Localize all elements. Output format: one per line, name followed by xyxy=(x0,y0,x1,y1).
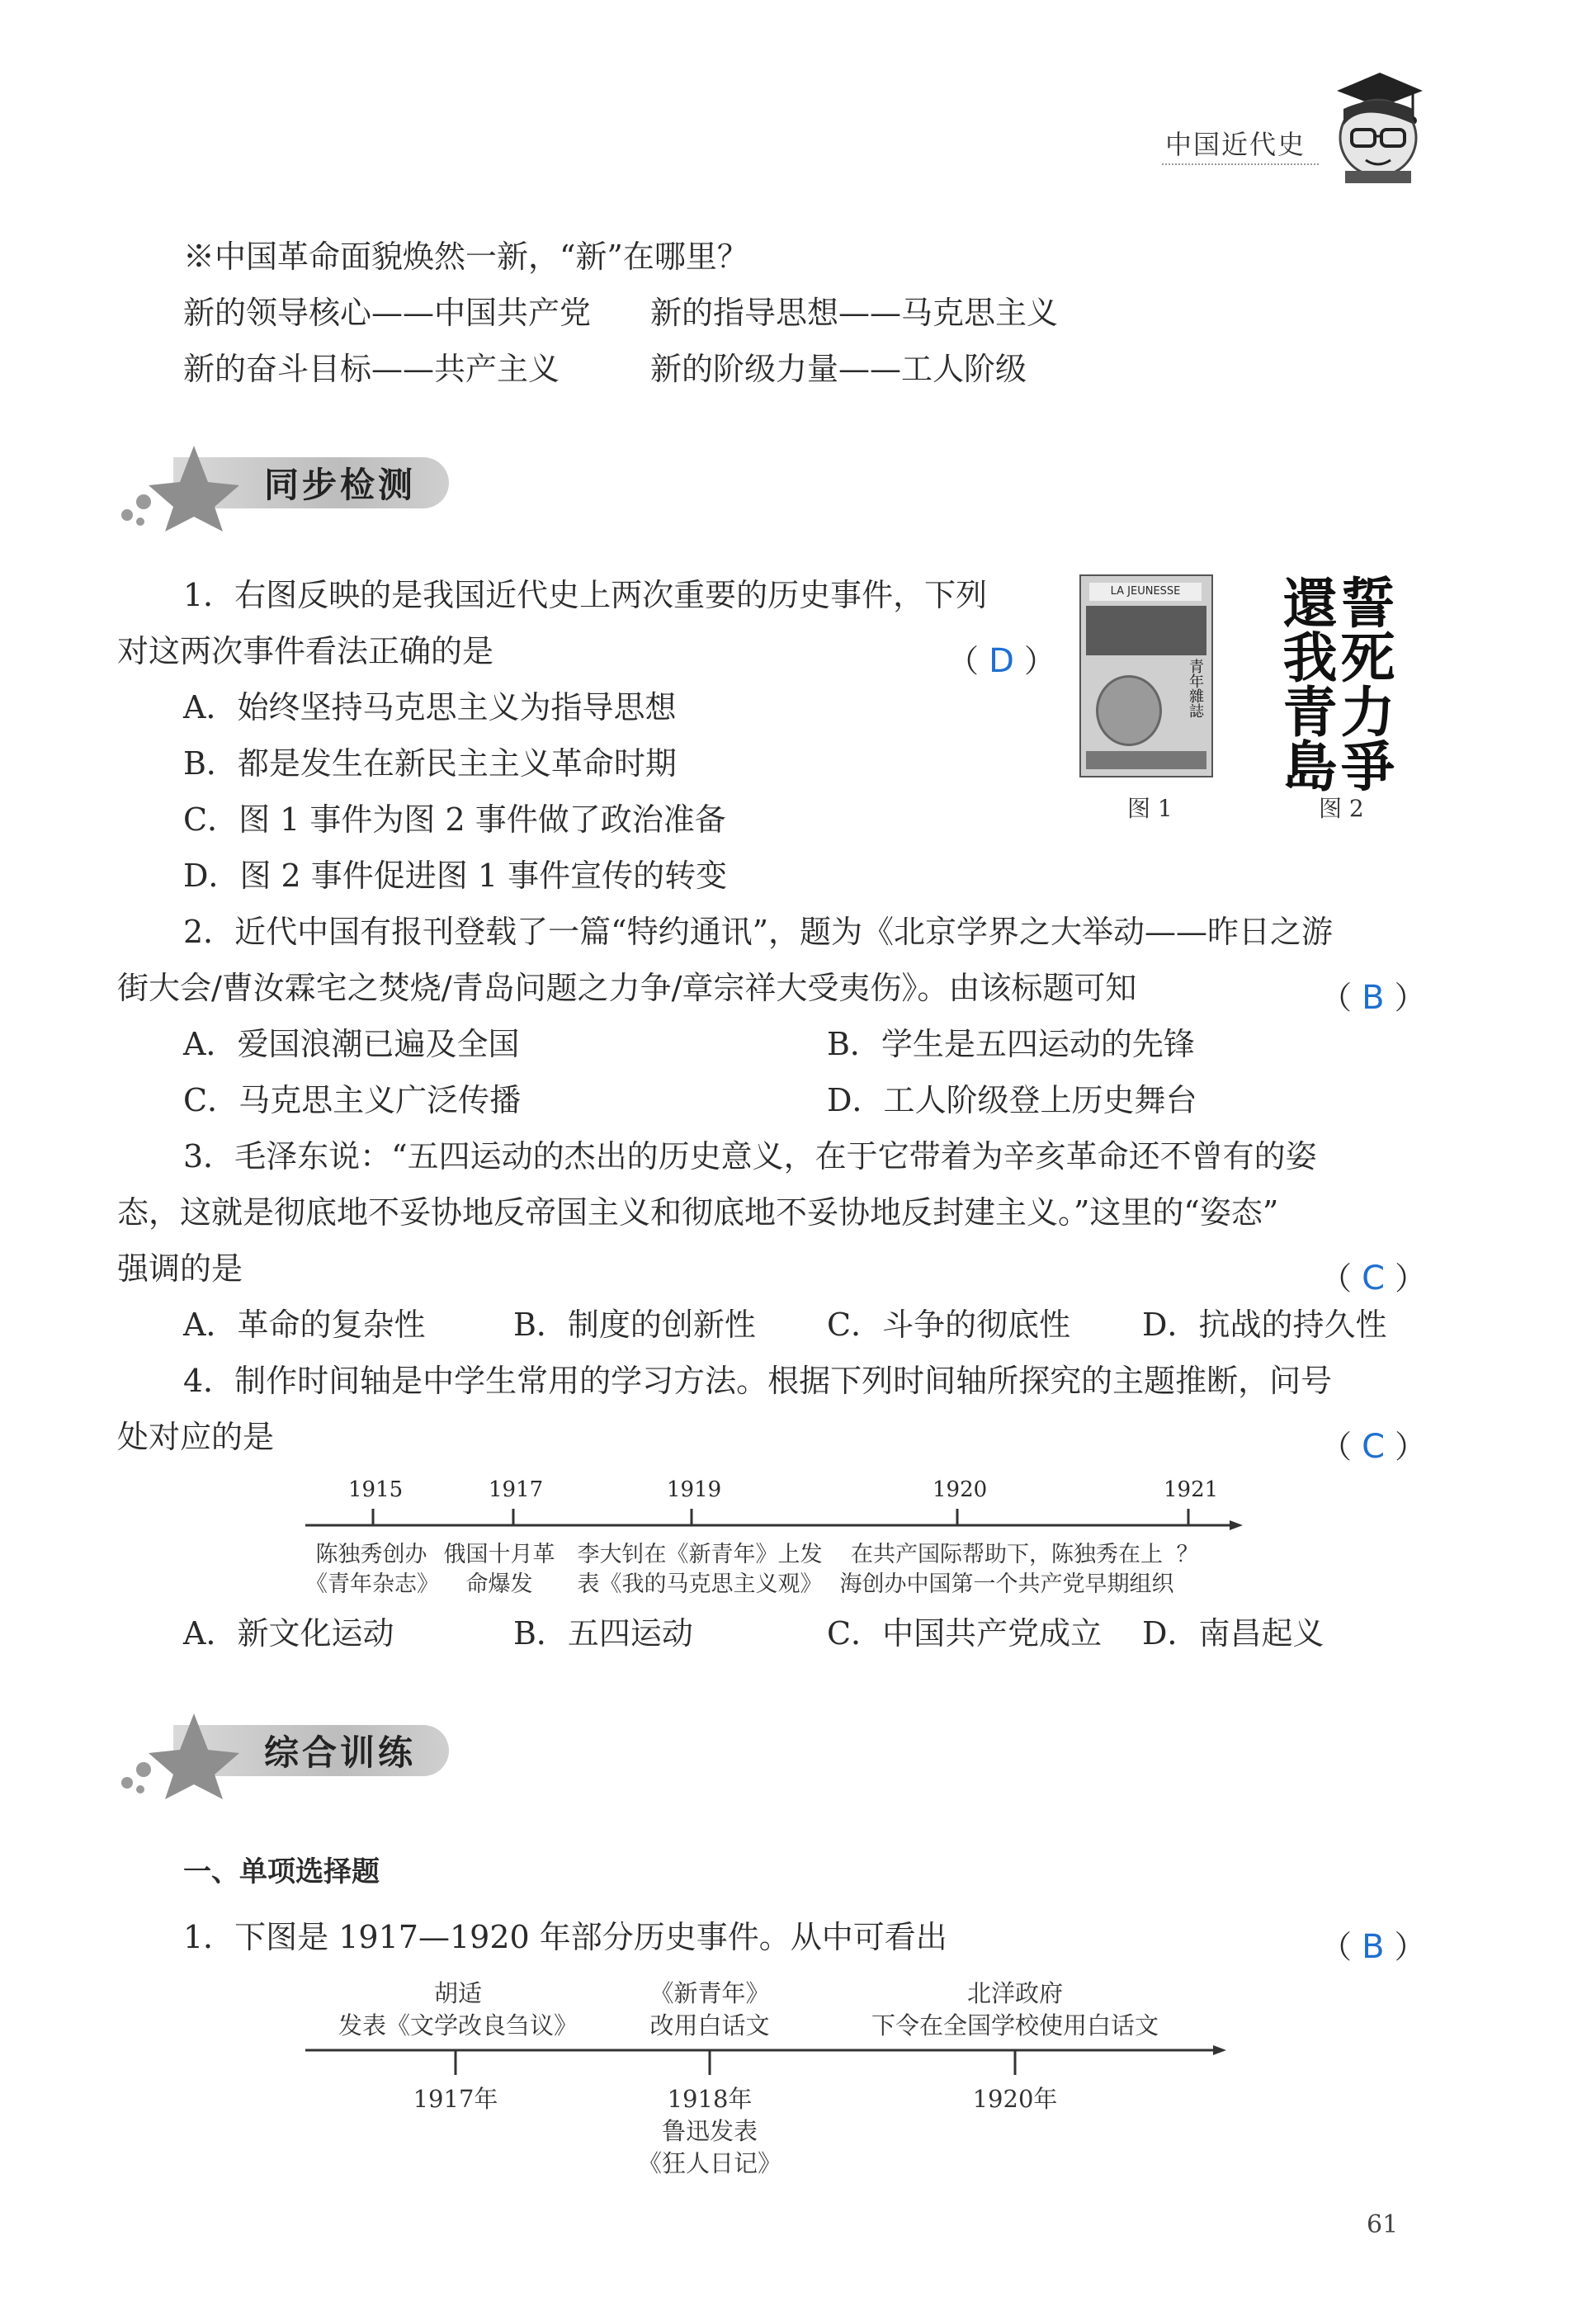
q5-bottom-1918-line3: 《狂人日记》 xyxy=(637,2149,781,2178)
figure1-title: 青年雜誌 xyxy=(1187,659,1204,718)
q5-answer: B xyxy=(1362,1928,1385,1966)
q4-timeline-axis xyxy=(305,1502,1246,1535)
header-underline xyxy=(1162,163,1319,165)
q3-answer: C xyxy=(1362,1259,1386,1297)
figure1-banner xyxy=(1086,606,1206,655)
q2-stem1: 2．近代中国有报刊登载了一篇“特约通讯”，题为《北京学界之大举动——昨日之游 xyxy=(183,914,1334,950)
q4-year-1920: 1920 xyxy=(933,1477,988,1502)
q4-event-1921: ？ xyxy=(1176,1542,1199,1567)
figure1-masthead: LA JEUNESSE xyxy=(1089,583,1202,601)
q5-top-event-1-line2: 发表《文学改良刍议》 xyxy=(338,2011,578,2040)
q5-stem: 1．下图是 1917—1920 年部分历史事件。从中可看出 xyxy=(183,1919,947,1955)
q4-event-1919-line2: 表《我的马克思主义观》 xyxy=(577,1571,823,1598)
figure1-caption: 图 1 xyxy=(1127,795,1173,822)
q4-option-d: D．南昌起义 xyxy=(1142,1615,1324,1652)
figure2-col-left: 還我青島 xyxy=(1273,574,1338,792)
q3-option-d: D．抗战的持久性 xyxy=(1142,1307,1387,1343)
q5-answer-box: （ B ） xyxy=(1320,1928,1426,1966)
q2-option-c: C．马克思主义广泛传播 xyxy=(183,1082,522,1118)
star-icon xyxy=(116,442,239,533)
q1-option-b: B．都是发生在新民主主义革命时期 xyxy=(183,745,677,782)
q1-option-a: A．始终坚持马克思主义为指导思想 xyxy=(183,689,677,725)
q4-stem1: 4．制作时间轴是中学生常用的学习方法。根据下列时间轴所探究的主题推断，问号 xyxy=(183,1363,1333,1399)
q4-event-1919-line1: 李大钊在《新青年》上发 xyxy=(577,1542,823,1567)
q4-event-1915-line2: 《青年杂志》 xyxy=(305,1571,439,1598)
q4-event-1917-line1: 俄国十月革 xyxy=(443,1542,555,1567)
q2-option-b: B．学生是五四运动的先锋 xyxy=(827,1026,1195,1062)
figure2-col-right: 誓死力爭 xyxy=(1331,574,1395,792)
q4-event-1920-line2: 海创办中国第一个共产党早期组织 xyxy=(839,1571,1174,1598)
intro-line2b: 新的指导思想——马克思主义 xyxy=(650,295,1059,331)
q2-option-d: D．工人阶级登上历史舞台 xyxy=(827,1082,1197,1118)
q4-stem2: 处对应的是 xyxy=(117,1419,275,1455)
q3-option-b: B．制度的创新性 xyxy=(513,1307,756,1343)
page-number: 61 xyxy=(1367,2210,1399,2239)
intro-line1: ※中国革命面貌焕然一新，“新”在哪里？ xyxy=(183,239,748,275)
q3-stem1: 3．毛泽东说：“五四运动的杰出的历史意义，在于它带着为辛亥革命还不曾有的姿 xyxy=(183,1138,1317,1174)
q5-timeline-axis xyxy=(305,2030,1230,2080)
q3-stem2: 态，这就是彻底地不妥协地反帝国主义和彻底地不妥协地反封建主义。”这里的“姿态” xyxy=(117,1194,1279,1231)
q4-year-1919: 1919 xyxy=(667,1477,722,1502)
figure1-magazine xyxy=(1079,574,1213,777)
q5-bottom-1918-line1: 1918年 xyxy=(667,2085,753,2113)
q4-option-b: B．五四运动 xyxy=(513,1615,693,1652)
intro-line3a: 新的奋斗目标——共产主义 xyxy=(183,351,560,387)
q1-stem1: 1．右图反映的是我国近代史上两次重要的历史事件，下列 xyxy=(183,577,988,613)
q3-option-c: C．斗争的彻底性 xyxy=(827,1307,1071,1343)
q5-top-event-3-line1: 北洋政府 xyxy=(966,1979,1063,2007)
q1-stem2: 对这两次事件看法正确的是 xyxy=(117,633,494,669)
q1-answer-box: （ D ） xyxy=(947,642,1055,680)
q5-top-event-3-line2: 下令在全国学校使用白话文 xyxy=(871,2011,1159,2040)
q3-stem3: 强调的是 xyxy=(117,1250,243,1287)
q2-answer-box: （ B ） xyxy=(1320,979,1426,1017)
intro-line3b: 新的阶级力量——工人阶级 xyxy=(650,351,1027,387)
q4-event-1920 xyxy=(833,1540,1180,1600)
q2-option-a: A．爱国浪潮已遍及全国 xyxy=(183,1026,520,1062)
section-banner-training xyxy=(116,1718,449,1783)
q3-answer-box: （ C ） xyxy=(1320,1259,1427,1297)
q4-option-c: C．中国共产党成立 xyxy=(827,1615,1103,1652)
q5-bottom-1918-line2: 鲁迅发表 xyxy=(661,2117,758,2146)
intro-line2a: 新的领导核心——中国共产党 xyxy=(183,295,592,331)
q1-option-d: D．图 2 事件促进图 1 事件宣传的转变 xyxy=(183,858,728,894)
q4-option-a: A．新文化运动 xyxy=(183,1615,394,1652)
q5-bottom-1918 xyxy=(627,2083,792,2180)
q4-event-1917-line2: 命爆发 xyxy=(465,1571,533,1598)
q2-stem2: 街大会/曹汝霖宅之焚烧/青岛问题之力争/章宗祥大受夷伤》。由该标题可知 xyxy=(117,970,1137,1006)
section-title-training: 综合训练 xyxy=(173,1725,449,1776)
q4-event-1917 xyxy=(437,1540,561,1600)
q4-event-1915 xyxy=(305,1540,437,1600)
figure1-footer xyxy=(1086,751,1206,769)
q4-answer-box: （ C ） xyxy=(1320,1428,1427,1466)
q4-year-1917: 1917 xyxy=(489,1477,544,1502)
q5-bottom-1917: 1917年 xyxy=(413,2085,498,2113)
q1-answer: D xyxy=(989,642,1014,680)
figure1-portrait xyxy=(1096,675,1162,746)
q4-event-1915-line1: 陈独秀创办 xyxy=(315,1542,427,1567)
q4-year-1921: 1921 xyxy=(1164,1477,1219,1502)
figure2-caption: 图 2 xyxy=(1319,795,1364,822)
part1-title: 一、单项选择题 xyxy=(183,1855,380,1888)
star-icon xyxy=(116,1710,239,1801)
section-banner-sync xyxy=(116,451,449,515)
q4-event-1919 xyxy=(568,1540,832,1600)
q3-option-a: A．革命的复杂性 xyxy=(183,1307,426,1343)
q4-event-1920-line1: 在共产国际帮助下，陈独秀在上 xyxy=(851,1542,1163,1567)
mascot-icon xyxy=(1320,59,1428,183)
q5-top-event-2-line2: 改用白话文 xyxy=(649,2011,770,2040)
header-title: 中国近代史 xyxy=(1165,129,1306,160)
q4-answer: C xyxy=(1362,1428,1386,1466)
q4-year-1915: 1915 xyxy=(348,1477,404,1502)
q5-bottom-1920: 1920年 xyxy=(972,2085,1058,2113)
q1-option-c: C．图 1 事件为图 2 事件做了政治准备 xyxy=(183,801,726,838)
q5-top-event-2-line1: 《新青年》 xyxy=(649,1979,770,2007)
q5-top-event-1-line1: 胡适 xyxy=(433,1979,482,2007)
q2-answer: B xyxy=(1362,979,1385,1017)
section-title-sync: 同步检测 xyxy=(173,457,449,508)
